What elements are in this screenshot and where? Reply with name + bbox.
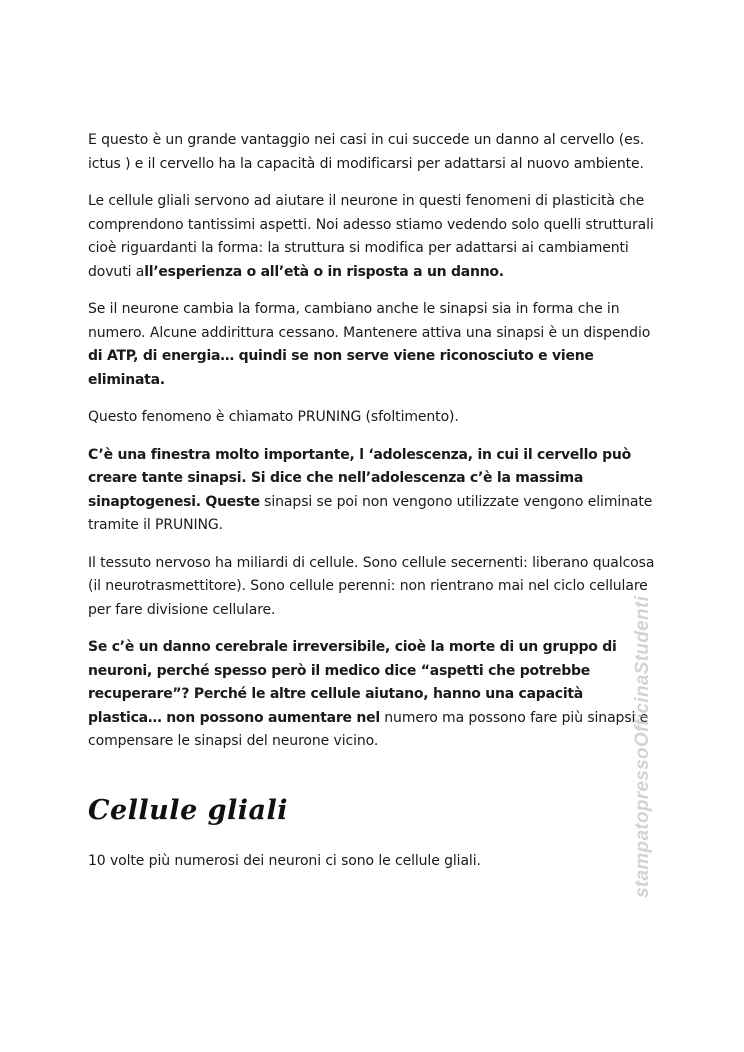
watermark: stampatopressoOfficinaStudenti xyxy=(632,595,653,898)
paragraph-text: Questo fenomeno è chiamato PRUNING (sfoltimento). xyxy=(88,409,459,425)
paragraph xyxy=(88,406,658,430)
paragraph xyxy=(88,298,658,392)
paragraph-text: Le cellule gliali servono ad aiutare il neurone in questi fenomeni di plasticità che comprendono tantissimi aspetti. Noi adesso stiamo vedendo solo quelli strutturali cioè riguardanti la forma: la struttura si modifica per adattarsi ai cambiamenti dovuti a xyxy=(88,193,654,280)
paragraph-bold-text: ll’esperienza o all’età o in risposta a un danno. xyxy=(144,263,504,280)
paragraph xyxy=(88,552,658,623)
paragraph xyxy=(88,190,658,284)
section-paragraph: 10 volte più numerosi dei neuroni ci sono le cellule gliali. xyxy=(88,853,481,869)
paragraph xyxy=(88,129,658,176)
paragraph-text: E questo è un grande vantaggio nei casi in cui succede un danno al cervello (es. ictus ) e il cervello ha la capacità di modificarsi per adattarsi al nuovo ambiente. xyxy=(88,132,645,172)
paragraph-text: sinapsi se poi non vengono utilizzate vengono eliminate tramite il PRUNING. xyxy=(88,493,653,533)
paragraph xyxy=(88,444,658,538)
section-heading: Cellule gliali xyxy=(88,795,289,826)
paragraph-bold-text: Se c’è un danno cerebrale irreversibile, cioè la morte di un gruppo di neuroni, perché spesso però il medico dice “aspetti che potrebbe recuperare”? Perché le altre cellule aiutano, hanno una capacità plastica… non possono aumentare nel xyxy=(88,639,617,726)
paragraph-text: numero ma possono fare più sinapsi e compensare le sinapsi del neurone vicino. xyxy=(88,709,649,749)
paragraph-text: Se il neurone cambia la forma, cambiano anche le sinapsi sia in forma che in numero. Alcune addirittura cessano. Mantenere attiva una sinapsi è un dispendio xyxy=(88,301,651,341)
paragraph-text: Il tessuto nervoso ha miliardi di cellule. Sono cellule secernenti: liberano qualcosa (il neurotrasmettitore). Sono cellule perenni: non rientrano mai nel ciclo cellulare per fare divisione cellulare. xyxy=(88,554,655,618)
paragraph-bold-text: C’è una finestra molto importante, l ‘adolescenza, in cui il cervello può creare tante sinapsi. Si dice che nell’adolescenza c’è la massima sinaptogenesi. Queste xyxy=(88,446,632,510)
paragraph-bold-text: di ATP, di energia… quindi se non serve viene riconosciuto e viene eliminata. xyxy=(88,348,594,388)
paragraph xyxy=(88,636,658,754)
body-text xyxy=(88,129,658,768)
